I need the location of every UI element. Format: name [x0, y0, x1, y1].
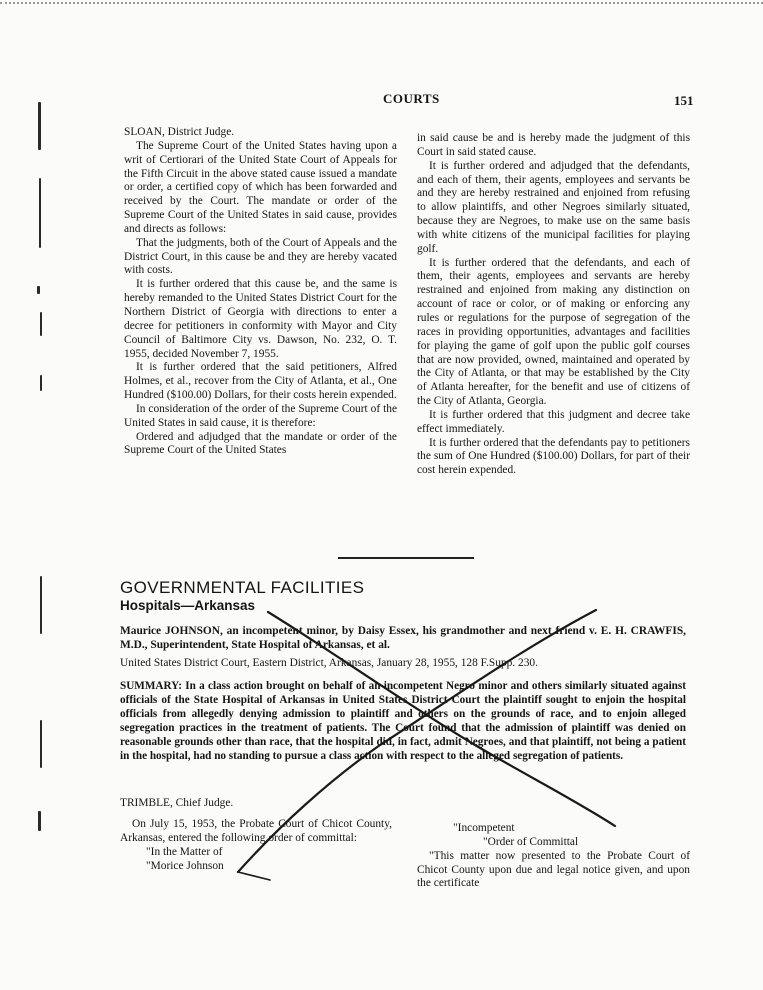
section-title: GOVERNMENTAL FACILITIES [120, 578, 365, 597]
paragraph: It is further ordered that the defendants, and each of them, their agents, employees and servants are hereby restrained and enjoined from making any distinction on account of race or color, or of making or enforcing any rules or regulations for the purpose of segregation of the races in providing opportunities, advantages and facilities for playing the game of golf upon the public golf courses that are now provided, owned, maintained and operated by the City of Atlanta, or that may be established by the City of Atlanta hereafter, for the benefit and use of citizens of the City of Atlanta, Georgia. [417, 256, 690, 408]
paragraph: The Supreme Court of the United States having upon a writ of Certiorari of the United State Court of Appeals for the Fifth Circuit in the above stated cause issued a mandate or order, a certified copy of which has been forwarded and received by the Court. The mandate or order of the Supreme Court of the United States in said cause, provides and directs as follows: [124, 139, 397, 235]
name-line: "Morice Johnson [146, 859, 224, 872]
paragraph: In consideration of the order of the Supreme Court of the United States in said cause, it is therefore: [124, 402, 397, 429]
paragraph: in said cause be and is hereby made the judgment of this Court in said stated cause. [417, 132, 690, 158]
paragraph: That the judgments, both of the Court of Appeals and the District Court, in this cause be and they are hereby vacated with costs. [124, 236, 397, 277]
page-number: 151 [674, 93, 694, 108]
judge-line: SLOAN, District Judge. [124, 126, 235, 138]
paragraph: It is further ordered that the defendants pay to petitioners the sum of One Hundred ($100.00) Dollars, for part of their cost herein expended. [417, 436, 690, 477]
paragraph: "This matter now presented to the Probate Court of Chicot County upon due and legal notice given, and upon the certificate [417, 849, 690, 890]
incompetent-line: "Incompetent [453, 822, 515, 834]
case-summary: SUMMARY: In a class action brought on behalf of an incompetent Negro minor and others similarly situated against officials of the State Hospital of Arkansas in United States District Court the plaintiff sought to enjoin the hospital officials from allegedly denying admission to plaintiff and others on the grounds of race, and to enjoin alleged segregation practices in the treatment of patients. The Court found that the admission of plaintiff was denied on reasonable grounds other than race, that the hospital did, in fact, admit Negroes, and that plaintiff, not being a patient in the hospital, had no standing to pursue a class action with respect to the alleged segregation of patients. [120, 680, 686, 762]
paragraph: It is further ordered that this cause be, and the same is hereby remanded to the United States District Court for the Northern District of Georgia with directions to enter a decree for petitioners in conformity with Mayor and City Council of Baltimore City vs. Dawson, No. 232, O. T. 1955, decided November 7, 1955. [124, 278, 397, 360]
paragraph: Ordered and adjudged that the mandate or order of the Supreme Court of the United States [124, 430, 397, 457]
case-citation: United States District Court, Eastern District, Arkansas, January 28, 1955, 128 F.Supp. 230. [120, 657, 538, 669]
running-head: COURTS [383, 91, 440, 106]
matter-line: "In the Matter of [146, 845, 223, 858]
case-name: Maurice JOHNSON, an incompetent minor, by Daisy Essex, his grandmother and next friend v. E. H. CRAWFIS, M.D., Superintendent, State Hospital of Arkansas, et al. [120, 625, 686, 651]
paragraph: It is further ordered that this judgment and decree take effect immediately. [417, 408, 690, 435]
paragraph: It is further ordered and adjudged that the defendants, and each of them, their agents, employees and servants be and they are hereby restrained and enjoined from refusing to allow plaintiffs, and other Negroes similarly situated, because they are Negroes, to make use on the same basis with white citizens of the municipal facilities for playing golf. [417, 159, 690, 255]
judge-line: TRIMBLE, Chief Judge. [120, 797, 234, 809]
paragraph: It is further ordered that the said petitioners, Alfred Holmes, et al., recover from the City of Atlanta, et al., One Hundred ($100.00) Dollars, for their costs herein expended. [124, 361, 397, 402]
paragraph: On July 15, 1953, the Probate Court of Chicot County, Arkansas, entered the following order of committal: [120, 818, 392, 844]
subsection-title: Hospitals—Arkansas [120, 598, 256, 613]
order-title: "Order of Committal [483, 835, 579, 848]
